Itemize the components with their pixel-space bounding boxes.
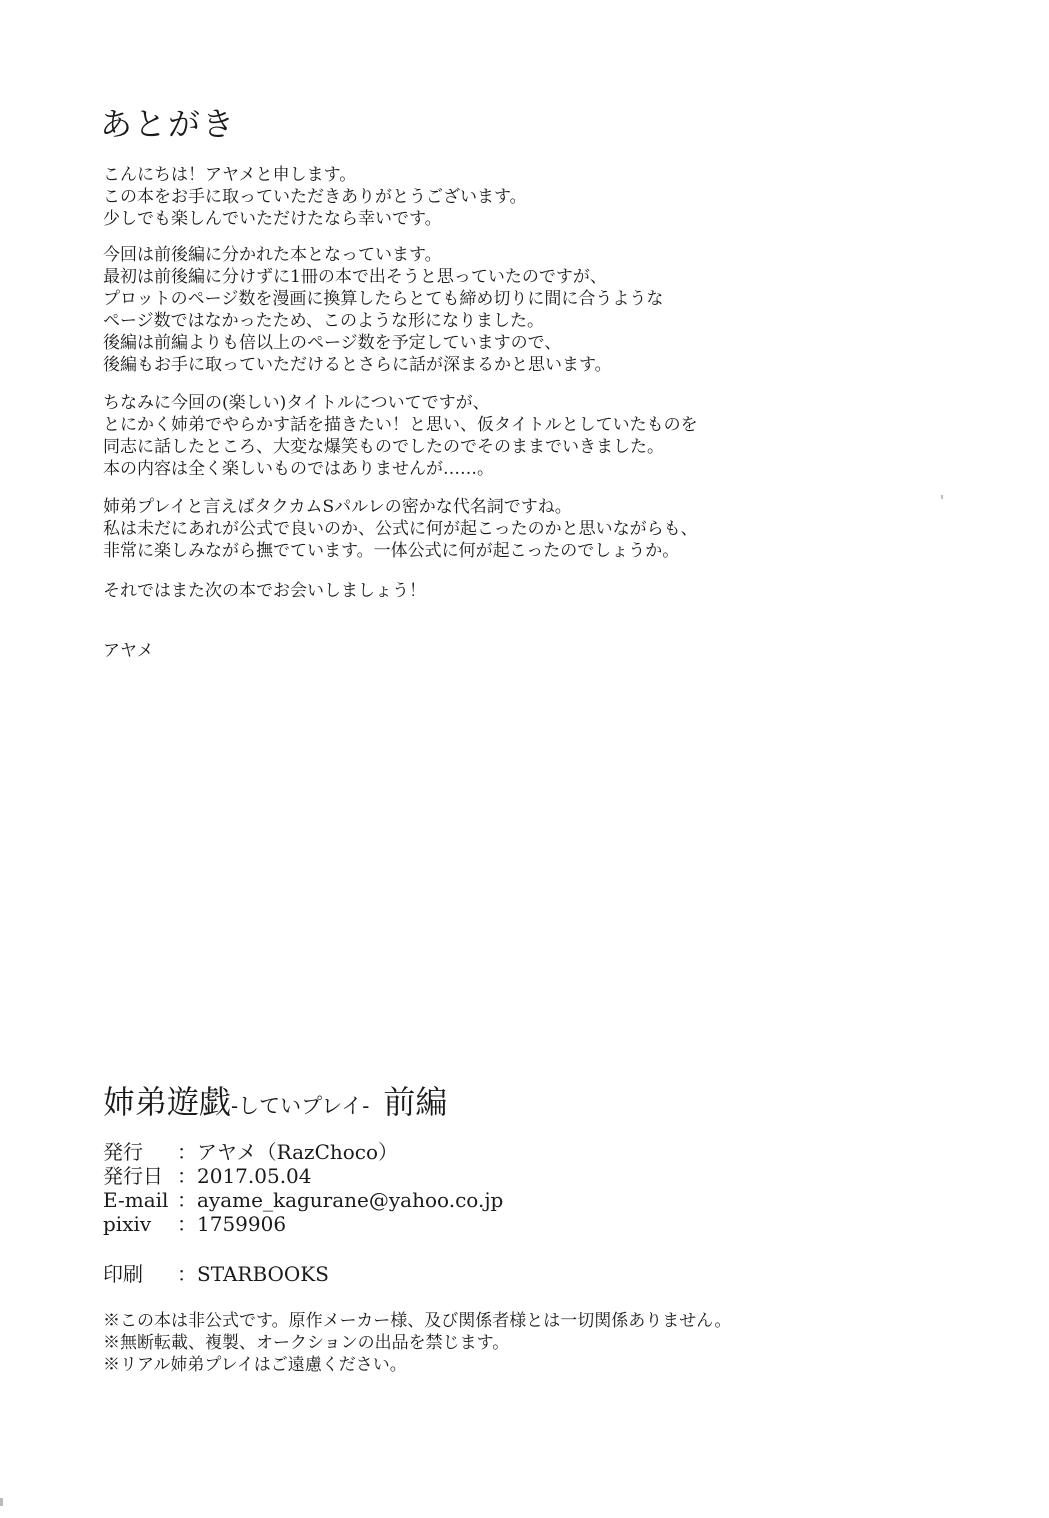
print-value: ：STARBOOKS bbox=[177, 1262, 329, 1286]
text-line: ページ数ではなかったため、このような形になりました。 bbox=[103, 311, 544, 331]
paragraph-sibling-play bbox=[103, 496, 698, 562]
disclaimer-line: ※リアル姉弟プレイはご遠慮ください。 bbox=[103, 1355, 407, 1375]
disclaimer-notes bbox=[103, 1310, 731, 1376]
author-signature: アヤメ bbox=[103, 641, 154, 661]
colophon-date bbox=[103, 1164, 312, 1188]
email-label: E-mail bbox=[103, 1188, 169, 1212]
colophon-email bbox=[103, 1188, 503, 1212]
scan-edge-mark bbox=[0, 1498, 3, 1506]
text-line: 姉弟プレイと言えばタクカムSパルレの密かな代名詞ですね。 bbox=[103, 497, 572, 517]
colophon-publisher bbox=[103, 1140, 398, 1164]
text-line: 同志に話したところ、大変な爆笑ものでしたのでそのままでいきました。 bbox=[103, 437, 664, 457]
date-label: 発行日 bbox=[103, 1164, 163, 1188]
title-sub: -していプレイ- bbox=[231, 1094, 370, 1118]
colophon-pixiv bbox=[103, 1212, 286, 1236]
text-line: ちなみに今回の(楽しい)タイトルについてですが、 bbox=[103, 393, 490, 413]
paragraph-format bbox=[103, 244, 663, 376]
title-main: 姉弟遊戯 bbox=[103, 1083, 232, 1121]
paragraph-greeting bbox=[103, 164, 527, 230]
disclaimer-line: ※この本は非公式です。原作メーカー様、及び関係者様とは一切関係ありません。 bbox=[103, 1311, 732, 1331]
text-line: 後編は前編よりも倍以上のページ数を予定していますので、 bbox=[103, 333, 562, 353]
text-line: それではまた次の本でお会いしましょう！ bbox=[103, 581, 426, 601]
text-line: 今回は前後編に分かれた本となっています。 bbox=[103, 245, 442, 265]
text-line: 私は未だにあれが公式で良いのか、公式に何が起こったのかと思いながらも、 bbox=[103, 519, 698, 539]
text-line: 本の内容は全く楽しいものではありませんが……。 bbox=[103, 459, 494, 479]
scan-speck bbox=[941, 495, 943, 499]
disclaimer-line: ※無断転載、複製、オークションの出品を禁じます。 bbox=[103, 1333, 510, 1353]
text-line: 少しでも楽しんでいただけたなら幸いです。 bbox=[103, 209, 442, 229]
date-value: ：2017.05.04 bbox=[177, 1164, 312, 1188]
email-value: ：ayame_kagurane@yahoo.co.jp bbox=[177, 1188, 504, 1212]
text-line: 後編もお手に取っていただけるとさらに話が深まるかと思います。 bbox=[103, 355, 612, 375]
publisher-value: ：アヤメ（RazChoco） bbox=[177, 1140, 399, 1164]
print-label: 印刷 bbox=[103, 1262, 143, 1286]
pixiv-label: pixiv bbox=[103, 1212, 152, 1236]
colophon-title bbox=[103, 1081, 447, 1127]
colophon-printer bbox=[103, 1262, 329, 1286]
paragraph-closing bbox=[103, 580, 426, 602]
text-line: 非常に楽しみながら撫でています。一体公式に何が起こったのでしょうか。 bbox=[103, 541, 680, 561]
pixiv-value: ：1759906 bbox=[177, 1212, 287, 1236]
text-line: 最初は前後編に分けずに1冊の本で出そうと思っていたのですが、 bbox=[103, 267, 607, 287]
publisher-label: 発行 bbox=[103, 1140, 143, 1164]
text-line: この本をお手に取っていただきありがとうございます。 bbox=[103, 187, 527, 207]
text-line: プロットのページ数を漫画に換算したらとても締め切りに間に合うような bbox=[103, 289, 664, 309]
afterword-heading: あとがき bbox=[100, 105, 237, 143]
title-part: 前編 bbox=[383, 1083, 448, 1121]
text-line: こんにちは！アヤメと申します。 bbox=[103, 165, 357, 185]
text-line: とにかく姉弟でやらかす話を描きたい！と思い、仮タイトルとしていたものを bbox=[103, 415, 698, 435]
paragraph-title-story bbox=[103, 392, 698, 480]
